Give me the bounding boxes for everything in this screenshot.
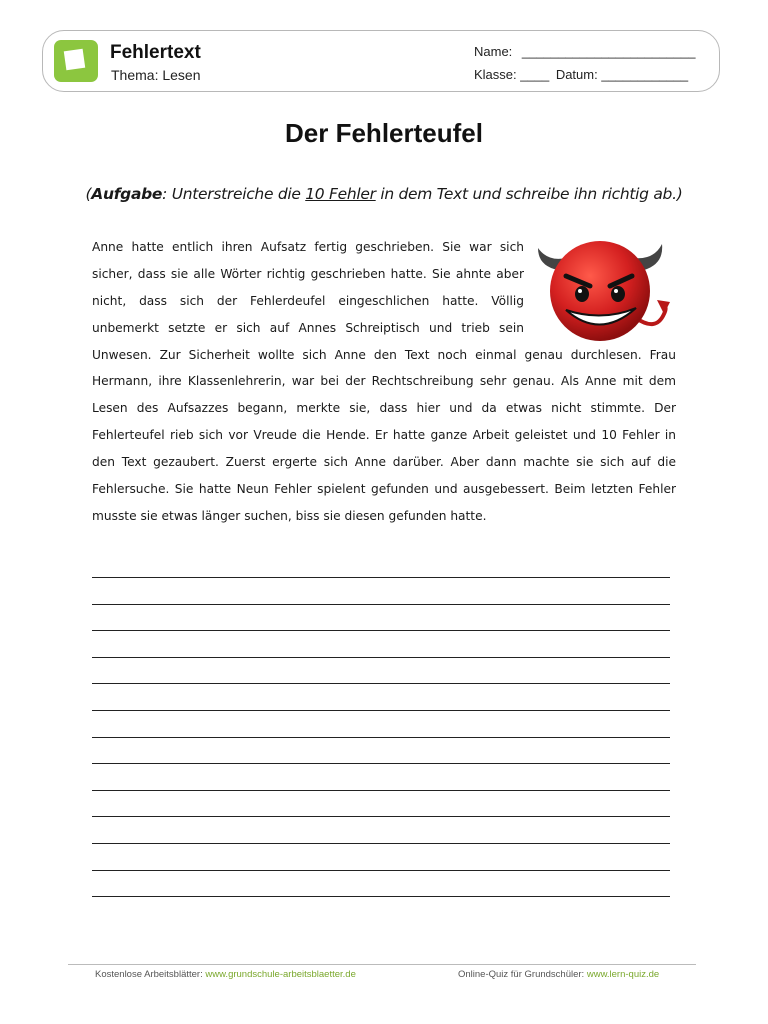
story-line: Fehlerteufel rieb sich vor Vreude die Hende. Er hatte ganze Arbeit geleistet und 10 Fehler in: [92, 428, 676, 443]
story-line: nicht, dass sich der Fehlerdeufel eingeschlichen hatte. Völlig: [92, 293, 524, 308]
story-line: Fehlersuche. Sie hatte Neun Fehler spielent gefunden und ausgebessert. Beim letzten Fehler: [92, 482, 676, 497]
name-label: Name:: [474, 44, 513, 59]
class-blank: ____: [520, 67, 550, 82]
writing-line: [92, 870, 670, 871]
footer-divider: [68, 964, 696, 965]
writing-line: [92, 790, 670, 791]
writing-line: [92, 657, 670, 658]
footer-right: [458, 969, 659, 980]
task-label: Aufgabe: [91, 185, 163, 203]
class-label: Klasse:: [474, 67, 517, 82]
story-line: Lesen des Aufsazzes begann, merkte sie, dass hier und da etwas nicht stimmte. Der: [92, 401, 676, 416]
name-blank: ________________________: [521, 44, 696, 59]
story-line: Unwesen. Zur Sicherheit wollte sich Anne den Text noch einmal genau durchlesen. Frau: [92, 347, 676, 362]
story-line: musste sie etwas länger suchen, biss sie diesen gefunden hatte.: [92, 508, 487, 523]
worksheet-type: Fehlertext: [110, 42, 201, 63]
name-field: [474, 44, 695, 59]
writing-line: [92, 896, 670, 897]
story-line: Anne hatte entlich ihren Aufsatz fertig geschrieben. Sie war sich: [92, 240, 524, 254]
writing-line: [92, 763, 670, 764]
writing-line: [92, 816, 670, 817]
story-text: [92, 234, 676, 530]
writing-lines: [92, 577, 670, 923]
footer-left-link[interactable]: www.grundschule-arbeitsblaetter.de: [205, 969, 356, 980]
task-emphasis: 10 Fehler: [305, 185, 376, 203]
task-instruction: [0, 185, 768, 203]
task-colon: :: [162, 185, 168, 203]
page-title: Der Fehlerteufel: [285, 118, 483, 148]
task-text-before: Unterstreiche die: [167, 185, 306, 203]
writing-line: [92, 737, 670, 738]
writing-line: [92, 683, 670, 684]
writing-line: [92, 630, 670, 631]
story-line: Hermann, ihre Klassenlehrerin, war bei der Rechtschreibung sehr genau. Als Anne mit dem: [92, 374, 676, 389]
writing-line: [92, 843, 670, 844]
story-line: den Text gezaubert. Zuerst ergerte sich Anne darüber. Aber dann machte sie sich auf die: [92, 455, 676, 470]
worksheet-topic: Thema: Lesen: [111, 67, 201, 83]
footer-left-label: Kostenlose Arbeitsblätter:: [95, 969, 203, 980]
date-label: Datum:: [555, 67, 598, 82]
class-date-field: [474, 67, 688, 82]
logo-icon: [54, 40, 98, 82]
footer-right-link[interactable]: www.lern-quiz.de: [586, 969, 660, 980]
footer-left: [95, 969, 356, 980]
writing-line: [92, 604, 670, 605]
story-line: sicher, dass sie alle Wörter richtig geschrieben hatte. Sie ahnte aber: [92, 266, 524, 281]
writing-line: [92, 577, 670, 578]
task-paren: (: [85, 185, 92, 203]
task-text-after: in dem Text und schreibe ihn richtig ab.): [375, 185, 683, 203]
writing-line: [92, 710, 670, 711]
story-line: unbemerkt setzte er sich auf Annes Schreiptisch und trieb sein: [92, 320, 524, 335]
footer-right-label: Online-Quiz für Grundschüler:: [458, 969, 585, 980]
date-blank: ____________: [601, 67, 689, 82]
